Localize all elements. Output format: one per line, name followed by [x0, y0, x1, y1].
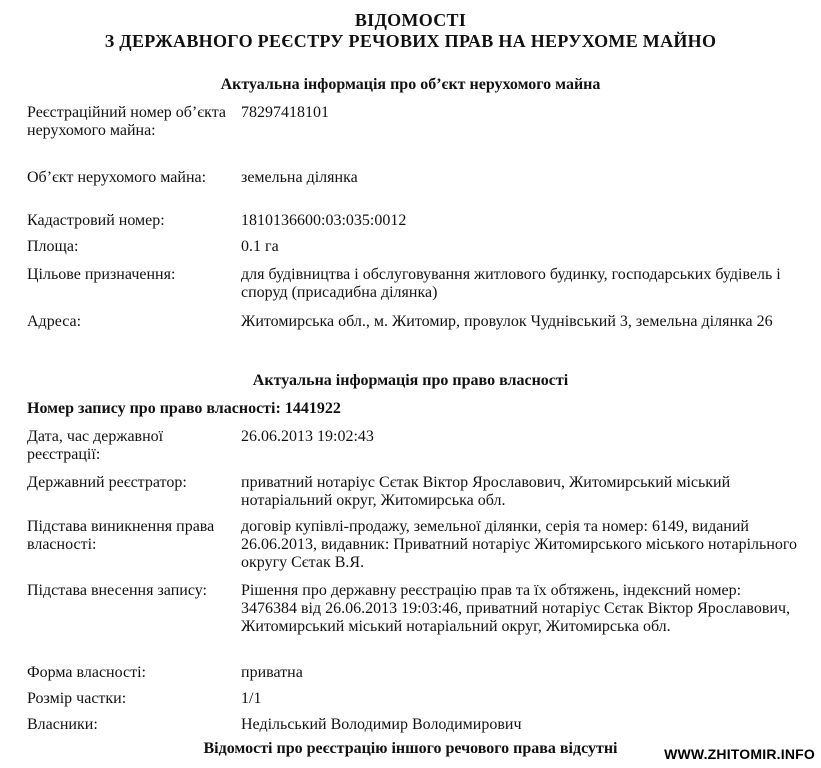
label-purpose: Цільове призначення:	[27, 266, 176, 283]
value-purpose: для будівництва і обслуговування житлового будинку, господарських будівель і споруд (присадибна ділянка)	[241, 266, 781, 301]
value-share-size: 1/1	[241, 690, 262, 707]
value-registration-number: 78297418101	[241, 104, 329, 121]
value-ownership-basis: договір купівлі-продажу, земельної ділянки, серія та номер: 6149, виданий 26.06.2013, видавник: Приватний нотаріус Житомирського міського нотарільного округу Сєтак В.Я.	[241, 518, 798, 571]
value-registrar: приватний нотаріус Сєтак Віктор Ярославович, Житомирський міський нотаріальний округ, Житомирська обл.	[241, 474, 731, 509]
object-section-heading: Актуальна інформація про об’єкт нерухомого майна	[220, 76, 601, 93]
label-share-size: Розмір частки:	[27, 690, 127, 707]
document-title-line-2: З ДЕРЖАВНОГО РЕЄСТРУ РЕЧОВИХ ПРАВ НА НЕРУХОМЕ МАЙНО	[104, 31, 717, 51]
label-registration-number: Реєстраційний номер об’єкта нерухомого майна:	[27, 104, 226, 139]
value-ownership-form: приватна	[241, 664, 303, 681]
ownership-section-heading: Актуальна інформація про право власності	[252, 372, 569, 389]
ownership-record-number: Номер запису про право власності: 1441922	[27, 400, 341, 417]
value-registration-date: 26.06.2013 19:02:43	[241, 428, 374, 445]
other-rights-notice: Відомості про реєстрацію іншого речового права відсутні	[203, 740, 618, 757]
value-entry-basis: Рішення про державну реєстрацію прав та їх обтяжень, індексний номер: 3476384 від 26.06.2013 19:03:46, приватний нотаріус Сєтак Віктор Ярославович, Житомирський міський нотаріальний округ, Житомирська обл.	[241, 582, 790, 635]
value-owners: Недільський Володимир Володимирович	[241, 716, 522, 733]
label-registration-date: Дата, час державної реєстрації:	[27, 428, 164, 463]
label-ownership-basis: Підстава виникнення права власності:	[27, 518, 215, 553]
value-cadastral-number: 1810136600:03:035:0012	[241, 212, 407, 229]
document-title-line-1: ВІДОМОСТІ	[354, 10, 467, 30]
label-owners: Власники:	[27, 716, 98, 733]
label-address: Адреса:	[27, 313, 82, 330]
label-ownership-form: Форма власності:	[27, 664, 146, 681]
label-object-type: Об’єкт нерухомого майна:	[27, 169, 207, 186]
label-area: Площа:	[27, 238, 79, 255]
value-object-type: земельна ділянка	[241, 169, 358, 186]
label-registrar: Державний реєстратор:	[27, 474, 187, 491]
site-watermark: WWW.ZHITOMIR.INFO	[664, 746, 815, 762]
label-entry-basis: Підстава внесення запису:	[27, 582, 207, 599]
value-area: 0.1 га	[241, 238, 279, 255]
value-address: Житомирська обл., м. Житомир, провулок Чуднівський 3, земельна ділянка 26	[241, 313, 773, 330]
label-cadastral-number: Кадастровий номер:	[27, 212, 165, 229]
